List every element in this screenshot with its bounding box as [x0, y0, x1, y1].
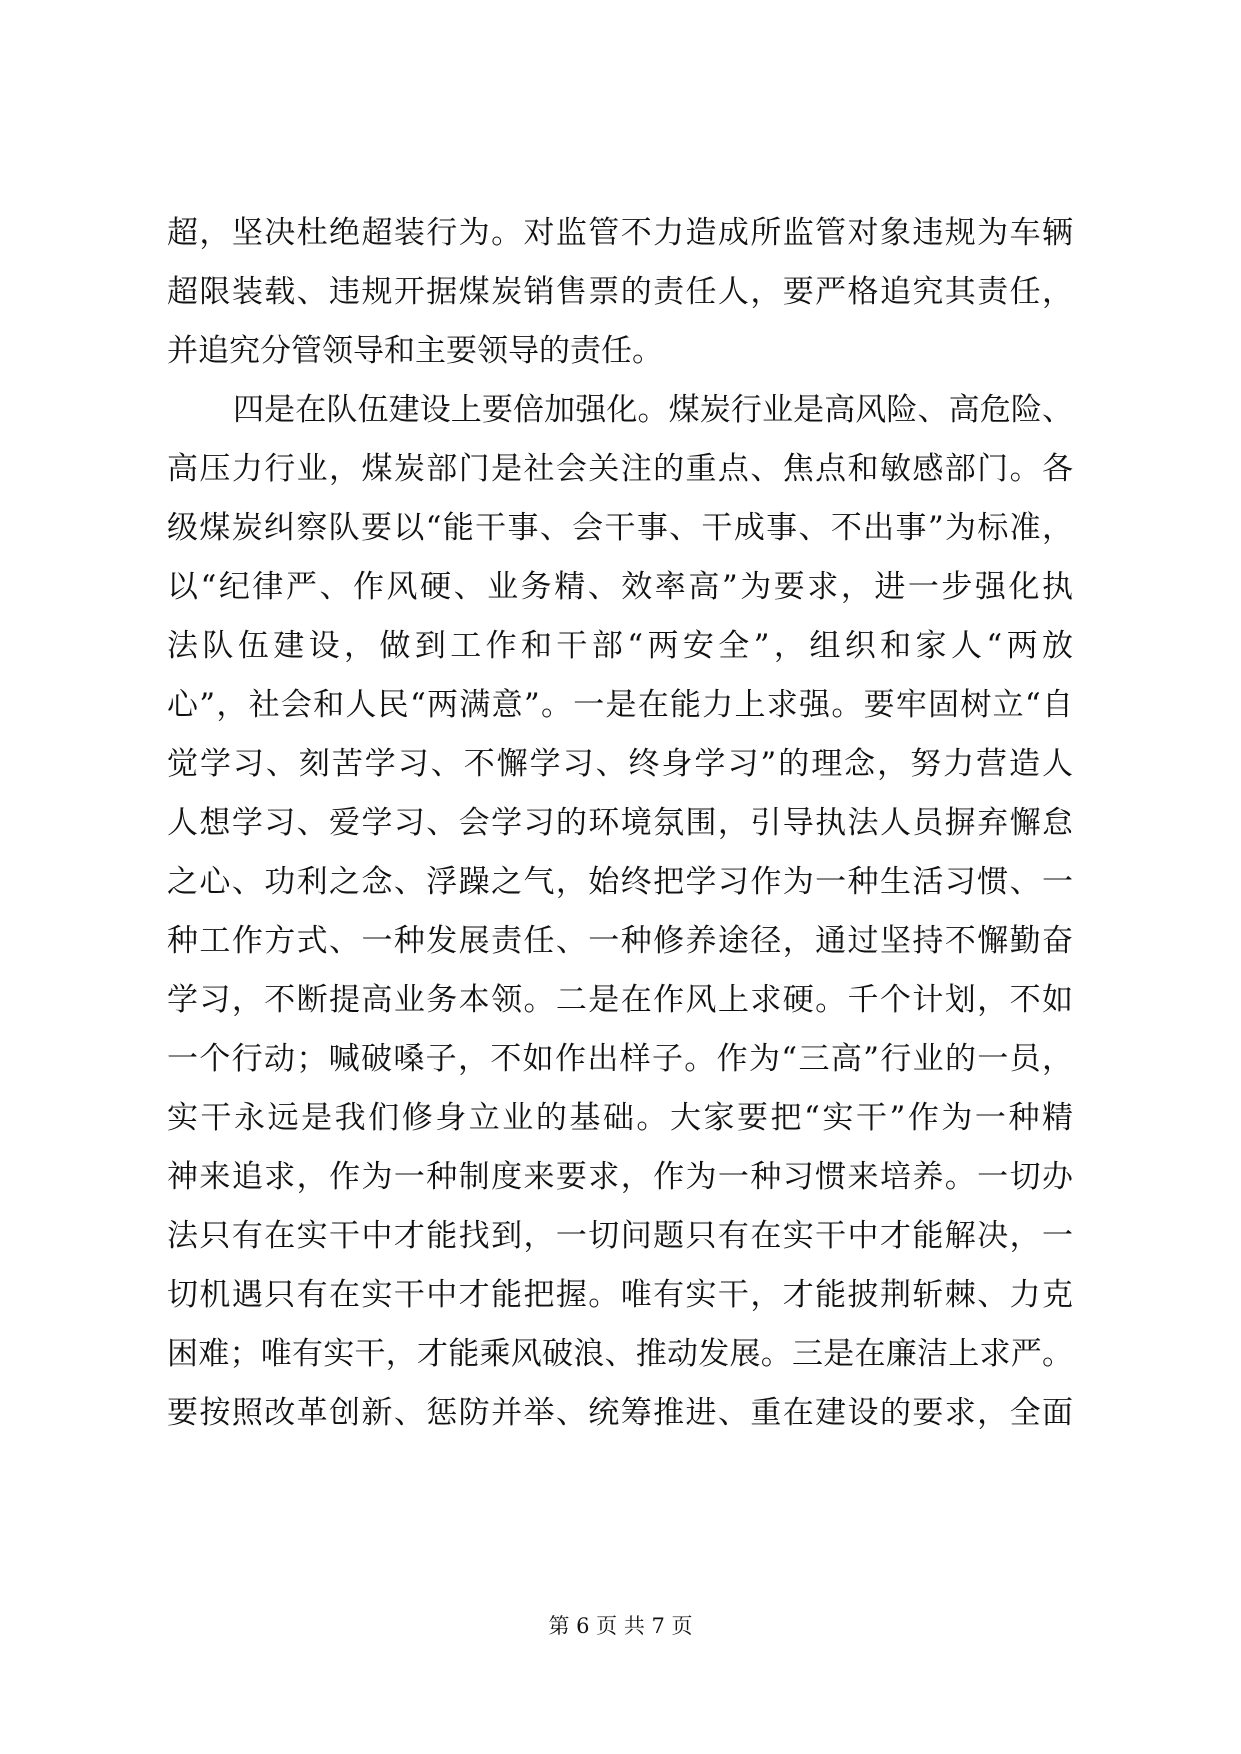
- text-line: 法只有在实干中才能找到，一切问题只有在实干中才能解决，一: [167, 1218, 1073, 1254]
- text-line: 人想学习、爱学习、会学习的环境氛围，引导执法人员摒弃懈怠: [167, 805, 1073, 841]
- text-line: 之心、功利之念、浮躁之气，始终把学习作为一种生活习惯、一: [167, 864, 1073, 900]
- text-line: 高压力行业，煤炭部门是社会关注的重点、焦点和敏感部门。各: [167, 451, 1073, 487]
- text-line: 觉学习、刻苦学习、不懈学习、终身学习”的理念，努力营造人: [167, 746, 1073, 782]
- text-line: 超限装载、违规开据煤炭销售票的责任人，要严格追究其责任，: [167, 274, 1073, 310]
- text-line: 切机遇只有在实干中才能把握。唯有实干，才能披荆斩棘、力克: [167, 1277, 1073, 1313]
- text-line: 困难；唯有实干，才能乘风破浪、推动发展。三是在廉洁上求严。: [167, 1336, 1073, 1372]
- text-line: 法队伍建设，做到工作和干部“两安全”，组织和家人“两放: [167, 628, 1073, 664]
- text-line: 神来追求，作为一种制度来要求，作为一种习惯来培养。一切办: [167, 1159, 1073, 1195]
- text-line: 实干永远是我们修身立业的基础。大家要把“实干”作为一种精: [167, 1100, 1073, 1136]
- body-text: [167, 204, 1073, 1443]
- text-line: 学习，不断提高业务本领。二是在作风上求硬。千个计划，不如: [167, 982, 1073, 1018]
- text-line: 超，坚决杜绝超装行为。对监管不力造成所监管对象违规为车辆: [167, 215, 1073, 251]
- text-line: 级煤炭纠察队要以“能干事、会干事、干成事、不出事”为标准，: [167, 510, 1073, 546]
- text-line: 种工作方式、一种发展责任、一种修养途径，通过坚持不懈勤奋: [167, 923, 1073, 959]
- text-line: 四是在队伍建设上要倍加强化。煤炭行业是高风险、高危险、: [233, 392, 1073, 428]
- page-number-footer: 第 6 页 共 7 页: [548, 1614, 693, 1638]
- text-line: 以“纪律严、作风硬、业务精、效率高”为要求，进一步强化执: [167, 569, 1073, 605]
- text-line: 一个行动；喊破嗓子，不如作出样子。作为“三高”行业的一员，: [167, 1041, 1073, 1077]
- text-line: 心”，社会和人民“两满意”。一是在能力上求强。要牢固树立“自: [167, 687, 1073, 723]
- text-line: 并追究分管领导和主要领导的责任。: [167, 333, 663, 369]
- text-line: 要按照改革创新、惩防并举、统筹推进、重在建设的要求，全面: [167, 1395, 1073, 1431]
